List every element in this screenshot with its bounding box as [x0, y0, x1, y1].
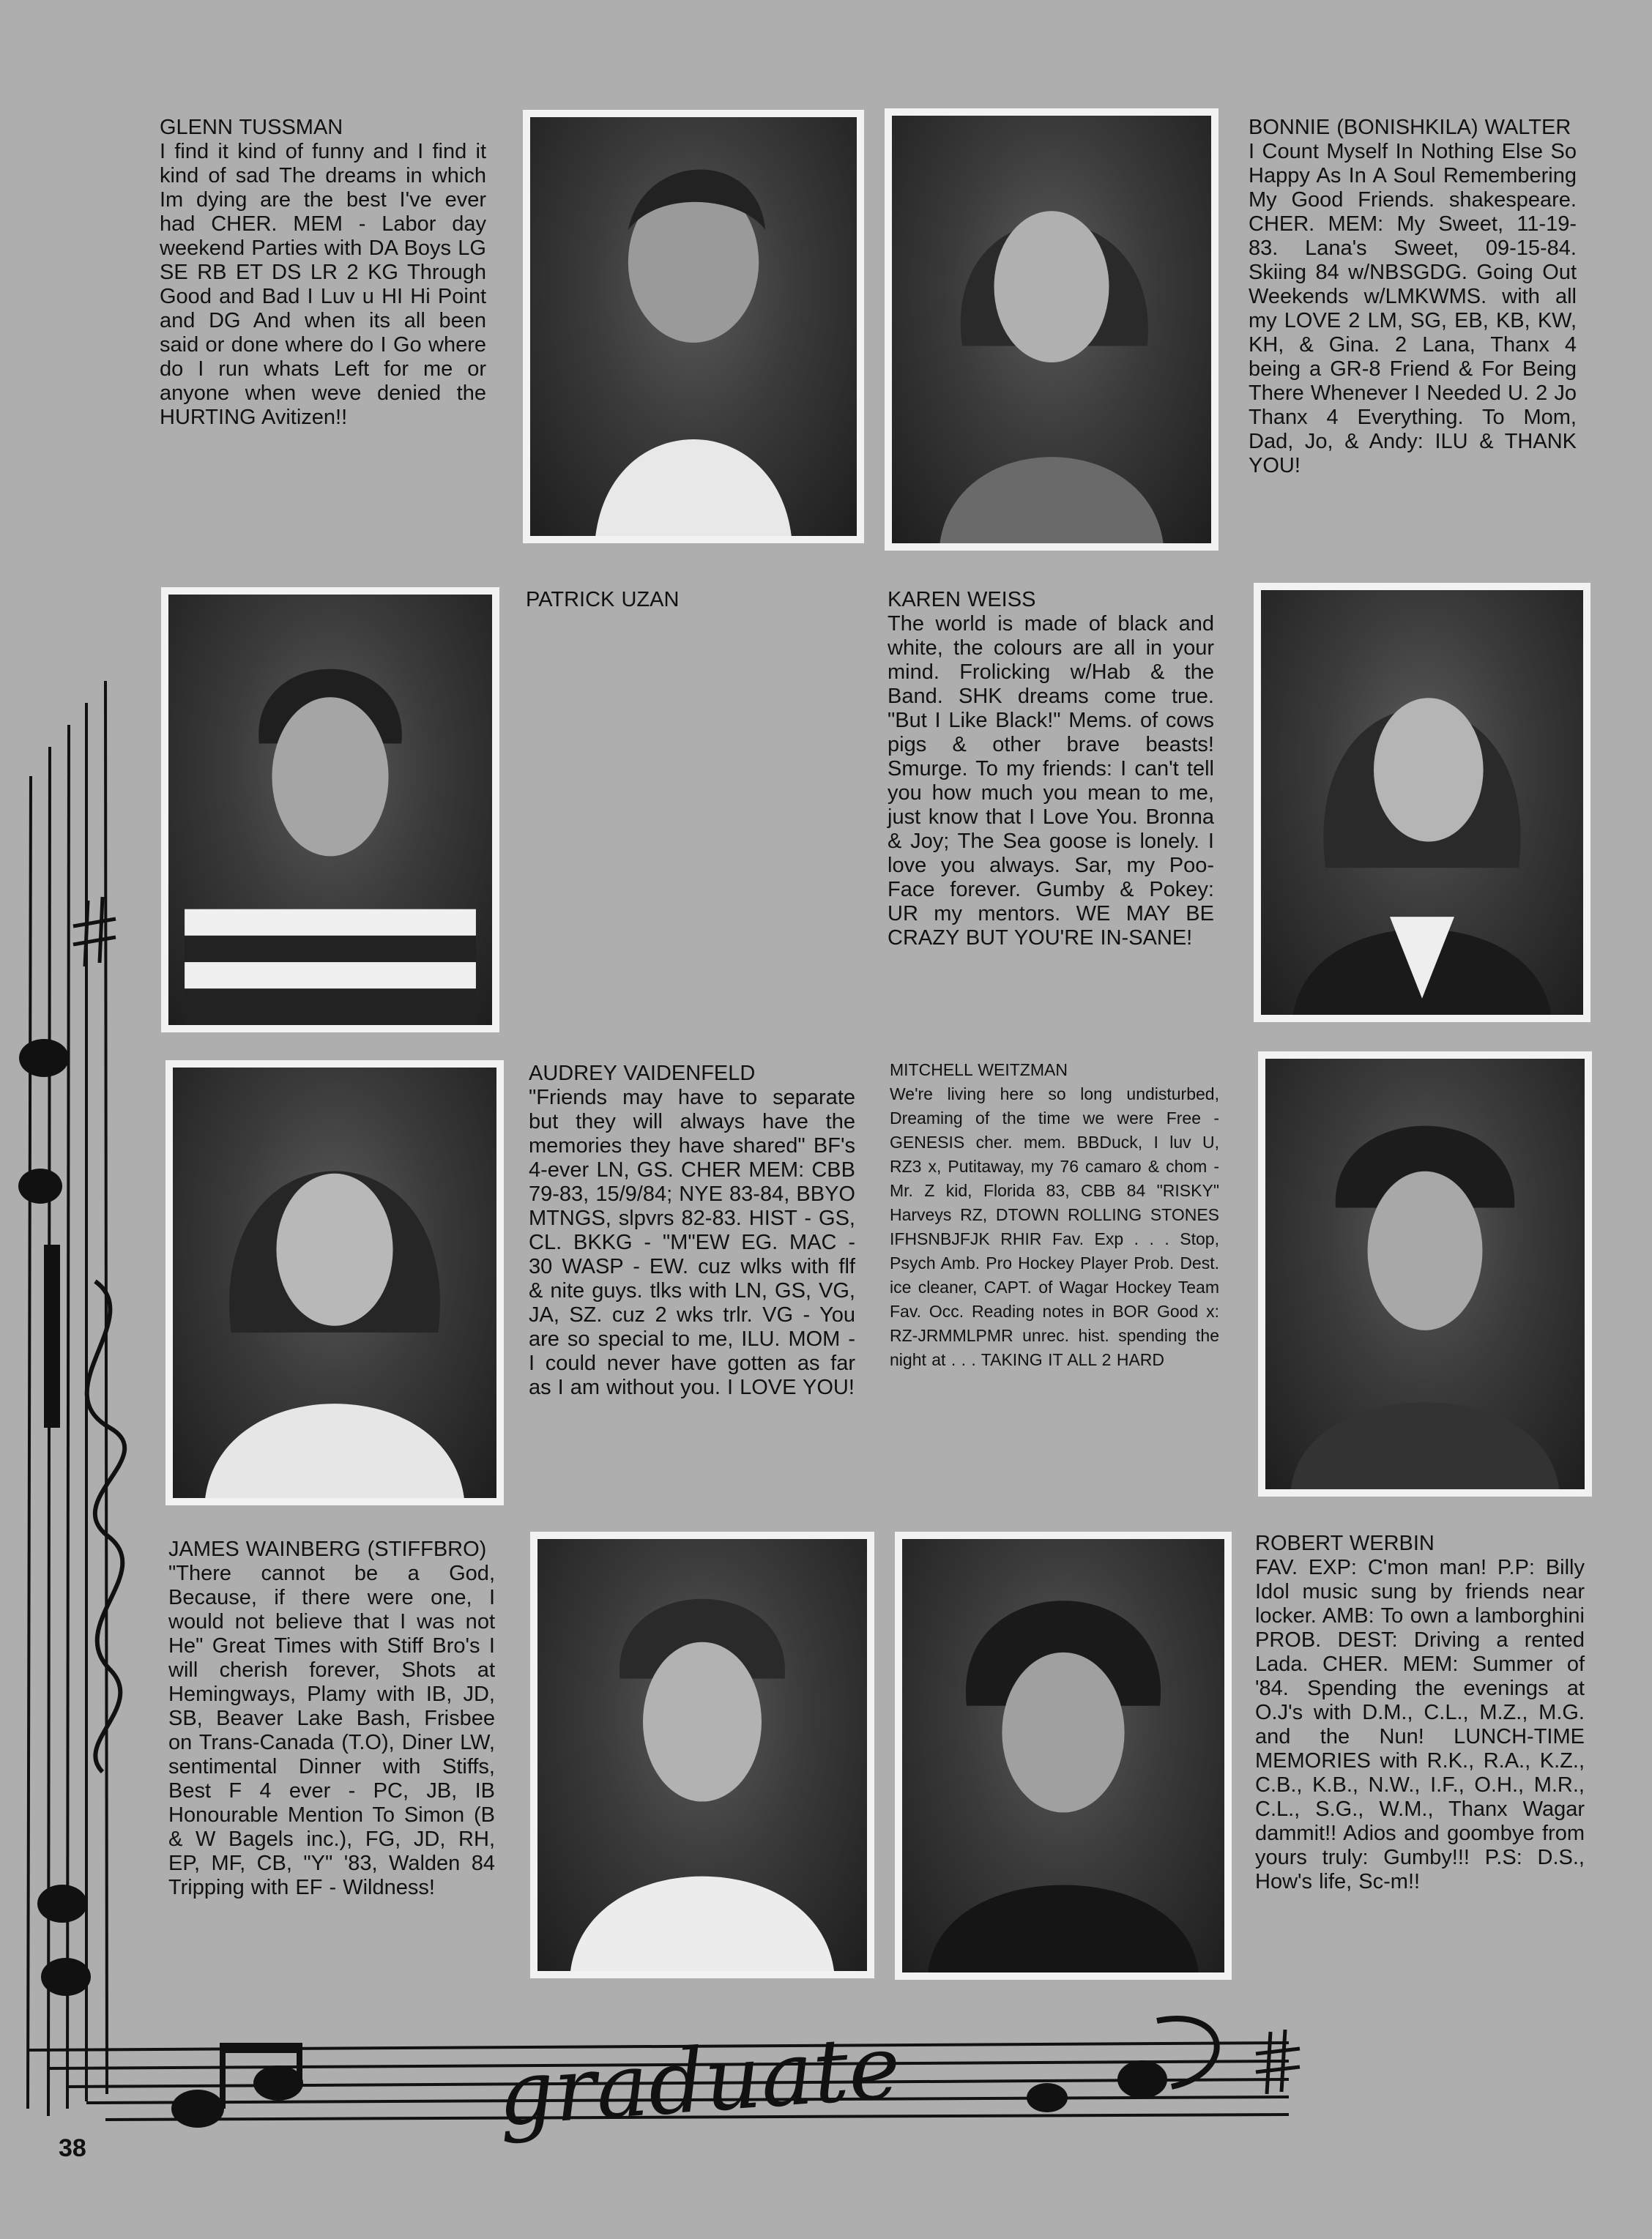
student-quote: "There cannot be a God, Because, if there were one, I would not believe that I was not He" Great Times with Stiff Bro's I will cherish forever, Shots at Hemingways, Plamy with IB, JD, SB, Beaver Lake Bash, Frisbee on Trans-Canada (T.O), Diner LW, sentimental Dinner with Stiffs, Best F 4 ever - PC, JB, IB Honourable Mention To Simon (B & W Bagels inc.), FG, JD, RH, EP, MF, CB, "Y" '83, Walden 84 Tripping with EF - Wildness! [168, 1562, 495, 1899]
student-quote: FAV. EXP: C'mon man! P.P: Billy Idol music sung by friends near locker. AMB: To own a lamborghini PROB. DEST: Driving a rented Lada. CHER. MEM: Summer of '84. Spending the evenings at O.J's with D.M., C.L., M.Z., M.G. and the Nun! LUNCH-TIME MEMORIES with R.K., R.A., K.Z., C.B., K.B., N.W., I.F., O.H., M.R., C.L., S.G., W.M., Thanx Wagar dammit!! Adios and goombye from yours truly: Gumby!!! P.S: D.S., How's life, Sc-m!! [1255, 1556, 1585, 1893]
student-quote: I find it kind of funny and I find it kind of sad The dreams in which Im dying are the best I've ever had CHER. MEM - Labor day weekend Parties with DA Boys LG SE RB ET DS LR 2 KG Through Good and Bad I Luv u HI Hi Point and DG And when its all been said or done where do I Go where do I run whats Left for me or anyone when weve denied the HURTING Avitizen!! [160, 140, 486, 429]
student-name: KAREN WEISS [888, 588, 1036, 611]
page-number: 38 [59, 2134, 86, 2162]
student-entry-bonnie-walter [1249, 116, 1577, 478]
student-quote: The world is made of black and white, the colours are all in your mind. Frolicking w/Hab & the Band. SHK dreams come true. "But I Like Black!" Mems. of cows pigs & other brave beasts! Smurge. To my friends: I can't tell you how much you mean to me, just know that I Love You. Bronna & Joy; The Sea goose is lonely. I love you always. Sar, my Poo-Face forever. Gumby & Pokey: UR my mentors. WE MAY BE CRAZY BUT YOU'RE IN-SANE! [888, 612, 1214, 950]
student-name: MITCHELL WEITZMAN [890, 1060, 1068, 1079]
student-photo-mitchell-weitzman [1258, 1051, 1592, 1497]
student-entry-patrick-uzan [526, 588, 852, 612]
student-photo-james-wainberg [530, 1532, 874, 1978]
student-quote: We're living here so long undisturbed, Dreaming of the time we were Free - GENESIS cher. mem. BBDuck, I luv U, RZ3 x, Putitaway, my 76 camaro & chom - Mr. Z kid, Florida 83, CBB 84 "RISKY" Harveys RZ, DTOWN ROLLING STONES IFHSNBJFJK RHIR Fav. Exp . . . Stop, Psych Amb. Pro Hockey Player Prob. Dest. ice cleaner, CAPT. of Wagar Hockey Team Fav. Occ. Reading notes in BOR Good x: RZ-JRMMLPMR unrec. hist. spending the night at . . . TAKING IT ALL 2 HARD [890, 1084, 1219, 1369]
student-photo-bonnie-walter [885, 108, 1218, 551]
student-entry-karen-weiss [888, 588, 1214, 950]
student-entry-robert-werbin [1255, 1532, 1585, 1894]
sharp-icon [73, 897, 116, 966]
student-entry-mitchell-weitzman [890, 1058, 1219, 1372]
student-name: GLENN TUSSMAN [160, 116, 343, 139]
student-quote: I Count Myself In Nothing Else So Happy As In A Soul Remembering My Good Friends. shakespeare. CHER. MEM: My Sweet, 11-19-83. Lana's Sweet, 09-15-84. Skiing 84 w/NBSGDG. Going Out Weekends w/LMKWMS. with all my LOVE 2 LM, SG, EB, KB, KW, KH, & Gina. 2 Lana, Thanx 4 being a GR-8 Friend & For Being There Whenever I Needed U. 2 Jo Thanx 4 Everything. To Mom, Dad, Jo, & Andy: ILU & THANK YOU! [1249, 140, 1577, 477]
student-name: AUDREY VAIDENFELD [529, 1062, 756, 1085]
student-photo-audrey-vaidenfeld [165, 1060, 504, 1505]
student-photo-patrick-uzan [161, 587, 499, 1032]
student-entry-glenn-tussman [160, 116, 486, 430]
student-entry-james-wainberg [168, 1538, 495, 1900]
student-name: BONNIE (BONISHKILA) WALTER [1249, 116, 1571, 139]
student-name: JAMES WAINBERG (STIFFBRO) [168, 1538, 487, 1561]
student-name: ROBERT WERBIN [1255, 1532, 1435, 1555]
student-quote: "Friends may have to separate but they will always have the memories they have shared" BF's 4-ever LN, GS. CHER MEM: CBB 79-83, 15/9/84; NYE 83-84, BBYO MTNGS, slpvrs 82-83. HIST - GS, CL. BKKG - "M"EW EG. MAC - 30 WASP - EW. cuz wlks with flf & nite guys. tlks with LN, GS, VG, JA, SZ. cuz 2 wks trlr. VG - You are so special to me, ILU. MOM - I could never have gotten as far as I am without you. I LOVE YOU! [529, 1086, 855, 1399]
student-entry-audrey-vaidenfeld [529, 1062, 855, 1400]
graduate-script: graduate [494, 2016, 904, 2147]
student-photo-karen-weiss [1254, 583, 1590, 1022]
student-photo-glenn-tussman [523, 110, 864, 543]
student-photo-robert-werbin [895, 1532, 1232, 1980]
student-name: PATRICK UZAN [526, 588, 680, 611]
